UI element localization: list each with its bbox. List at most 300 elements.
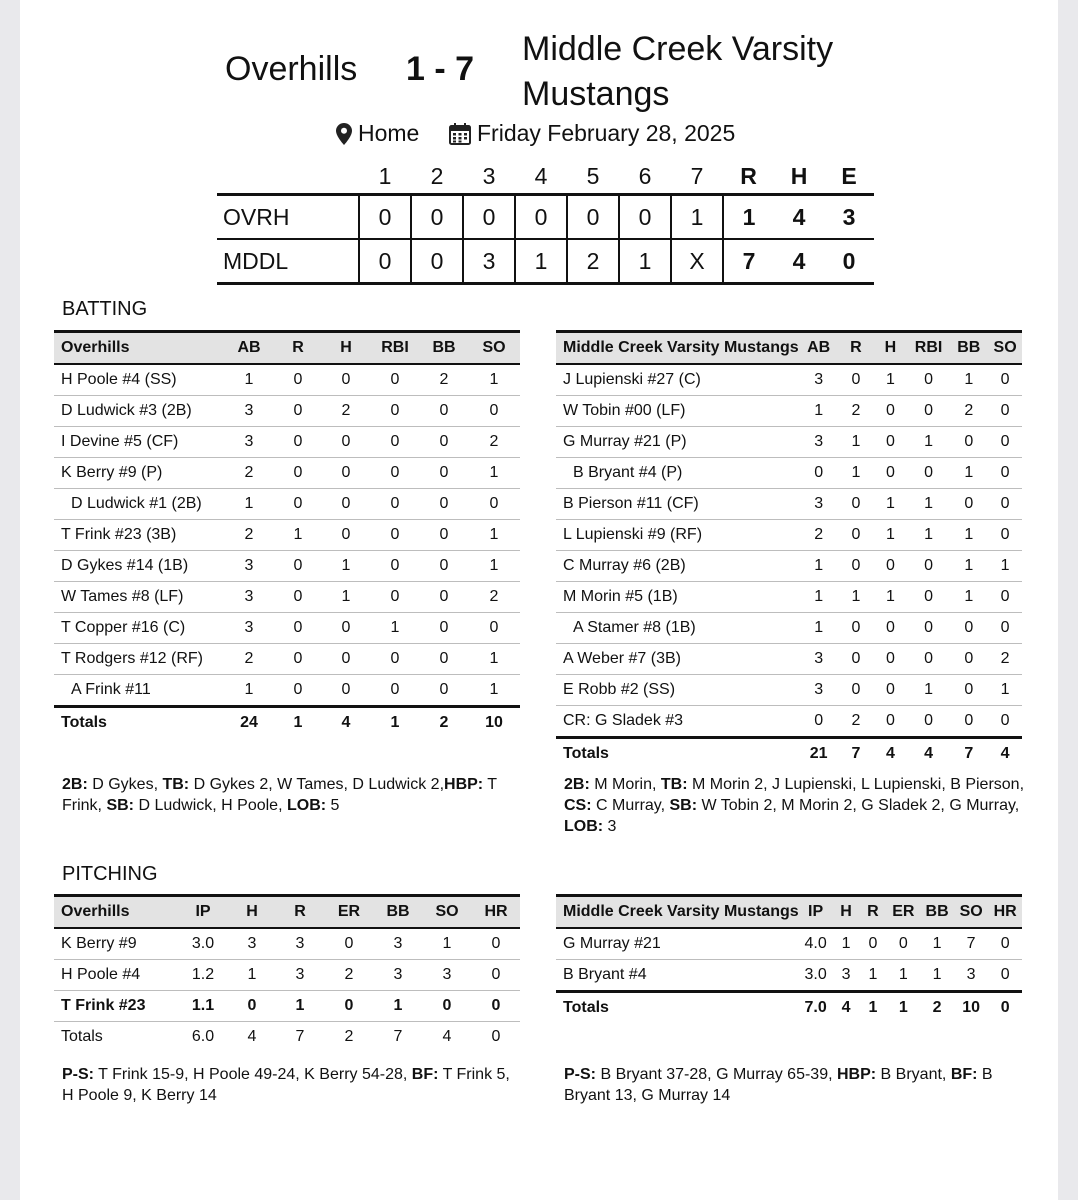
note-label: HBP: [837, 1066, 877, 1083]
stat-value: 1 [873, 489, 908, 520]
stat-value: 0 [839, 364, 874, 396]
stat-value: 0 [949, 644, 988, 675]
inning-score: X [671, 239, 723, 284]
table-row [556, 928, 1022, 960]
stat-value: 2 [324, 960, 374, 991]
stat-column-header: IP [799, 896, 833, 929]
inning-score: 0 [411, 239, 463, 284]
stat-value: 2 [468, 427, 520, 458]
stat-value: 0 [949, 675, 988, 706]
stat-value: 0 [859, 928, 886, 960]
stat-value: 1 [873, 520, 908, 551]
stat-value: 0 [370, 396, 420, 427]
stat-value: 1 [949, 520, 988, 551]
note-label: CS: [564, 797, 592, 814]
stat-column-header: ER [886, 896, 920, 929]
totals-value: 7 [393, 1028, 403, 1045]
totals-row [556, 992, 1022, 1024]
note-text: 3 [603, 818, 617, 835]
stat-value: 1 [468, 520, 520, 551]
inning-score: 2 [567, 239, 619, 284]
stat-value: 2 [839, 706, 874, 738]
totals-value: 6.0 [191, 1028, 215, 1045]
player-name: C Murray #6 (2B) [556, 551, 799, 582]
note-label: TB: [660, 776, 688, 793]
stat-value: 4.0 [799, 928, 833, 960]
stat-value: 0 [908, 396, 950, 427]
inning-score: 1 [515, 239, 567, 284]
stat-column-header: AB [799, 332, 839, 365]
stat-value: 0 [799, 458, 839, 489]
total-score: 4 [774, 195, 824, 240]
stat-value: 0 [988, 928, 1022, 960]
stat-column-header: R [274, 332, 322, 365]
table-row [556, 582, 1022, 613]
note-label: LOB: [564, 818, 604, 835]
table-row [54, 396, 520, 427]
player-name: B Pierson #11 (CF) [556, 489, 799, 520]
batting-heading: BATTING [62, 298, 148, 320]
totals-value: 24 [224, 707, 274, 739]
stat-value: 3 [224, 582, 274, 613]
stat-value: 0 [420, 520, 468, 551]
home-pitching-notes [564, 1064, 1024, 1106]
stat-value: 0 [873, 396, 908, 427]
linescore-table [217, 160, 874, 285]
note-text: B Bryant 37-28, G Murray 65-39, [596, 1066, 837, 1083]
stat-value: 0 [370, 582, 420, 613]
totals-value: 21 [799, 738, 839, 770]
stat-value: 1 [468, 644, 520, 675]
stat-value: 0 [988, 582, 1022, 613]
stat-value: 0 [839, 613, 874, 644]
totals-value: 10 [954, 992, 988, 1024]
stat-value: 0 [322, 520, 370, 551]
stat-value: 2 [224, 644, 274, 675]
inning-score: 1 [671, 195, 723, 240]
stat-column-header: SO [954, 896, 988, 929]
stat-value: 1 [468, 675, 520, 707]
totals-value: 2 [420, 707, 468, 739]
stat-value: 0 [370, 427, 420, 458]
final-score: 1 - 7 [406, 50, 475, 88]
stat-value: 1 [799, 551, 839, 582]
note-label: LOB: [286, 797, 327, 814]
stat-column-header: SO [988, 332, 1022, 365]
stat-value: 0 [988, 489, 1022, 520]
stat-value: 2 [468, 582, 520, 613]
totals-value: 1 [370, 707, 420, 739]
stat-column-header: R [276, 896, 324, 929]
player-name: I Devine #5 (CF) [54, 427, 224, 458]
stat-value: 0 [873, 675, 908, 706]
player-name: A Weber #7 (3B) [556, 644, 799, 675]
stat-value: 0 [420, 613, 468, 644]
table-row [54, 928, 520, 960]
away-batting-notes [62, 774, 512, 816]
stat-value: 1 [468, 364, 520, 396]
stat-value: 0 [908, 613, 950, 644]
player-name: G Murray #21 [556, 928, 799, 960]
player-name: A Stamer #8 (1B) [556, 613, 799, 644]
player-name: CR: G Sladek #3 [556, 706, 799, 738]
inning-score: 0 [411, 195, 463, 240]
stat-value: 1 [468, 551, 520, 582]
player-name: K Berry #9 (P) [54, 458, 224, 489]
stat-value: 1 [873, 364, 908, 396]
stat-value: 2 [839, 396, 874, 427]
stat-value: 1 [422, 928, 472, 960]
stat-value: 0 [274, 458, 322, 489]
stat-value: 0 [908, 364, 950, 396]
team-column-header: Middle Creek Varsity Mustangs [556, 896, 799, 929]
table-row [556, 520, 1022, 551]
stat-value: 1 [468, 458, 520, 489]
stat-value: 1 [886, 960, 920, 992]
stat-column-header: R [859, 896, 886, 929]
stat-value: 0 [274, 551, 322, 582]
stat-value: 1 [949, 582, 988, 613]
table-row [556, 644, 1022, 675]
home-pitching-table [556, 894, 1022, 1023]
totals-value: 0 [491, 1028, 501, 1045]
home-batting-table [556, 330, 1022, 769]
stat-value: 0 [274, 675, 322, 707]
stat-value: 1 [833, 928, 860, 960]
stat-value: 0 [988, 613, 1022, 644]
stat-value: 3.0 [799, 960, 833, 992]
player-name: B Bryant #4 [556, 960, 799, 992]
table-row [556, 960, 1022, 992]
note-text: T Frink 5, H Poole 9, K Berry 14 [62, 1066, 510, 1104]
stat-value: 0 [274, 489, 322, 520]
home-batting-notes [564, 774, 1024, 837]
inning-header: 3 [482, 163, 496, 189]
stat-value: 0 [324, 991, 374, 1022]
stat-value: 0 [420, 396, 468, 427]
note-text: C Murray, [591, 797, 670, 814]
stat-value: 1 [949, 551, 988, 582]
note-label: 2B: [62, 776, 88, 793]
stat-value: 1 [920, 928, 954, 960]
stat-value: 0 [274, 427, 322, 458]
stat-column-header: BB [420, 332, 468, 365]
totals-value: 4 [908, 738, 950, 770]
stat-value: 0 [908, 582, 950, 613]
stat-value: 0 [420, 582, 468, 613]
home-team-name: Middle Creek Varsity Mustangs [522, 30, 834, 113]
totals-header: R [740, 163, 757, 189]
note-label: 2B: [564, 776, 590, 793]
table-row [54, 644, 520, 675]
stat-value: 0 [873, 613, 908, 644]
stat-value: 3 [276, 960, 324, 991]
inning-score: 0 [463, 195, 515, 240]
stat-value: 0 [988, 458, 1022, 489]
stat-value: 1 [839, 427, 874, 458]
table-row [556, 396, 1022, 427]
game-location [336, 120, 419, 147]
totals-value: 4 [442, 1028, 452, 1045]
note-label: SB: [669, 797, 698, 814]
stat-value: 1 [908, 520, 950, 551]
stat-value: 1 [988, 551, 1022, 582]
stat-value: 0 [370, 520, 420, 551]
stat-value: 3 [224, 551, 274, 582]
stat-value: 0 [799, 706, 839, 738]
stat-value: 3 [224, 396, 274, 427]
stat-value: 0 [322, 675, 370, 707]
stat-value: 3 [374, 960, 422, 991]
stat-value: 0 [886, 928, 920, 960]
stat-value: 0 [988, 364, 1022, 396]
totals-row [54, 1022, 520, 1053]
stat-value: 1 [276, 991, 324, 1022]
stat-value: 1.2 [178, 960, 228, 991]
stat-value: 1 [799, 613, 839, 644]
totals-value: 2 [344, 1028, 354, 1045]
location-pin-icon [336, 123, 352, 145]
table-row [54, 613, 520, 644]
stat-value: 0 [908, 706, 950, 738]
player-name: W Tames #8 (LF) [54, 582, 224, 613]
stat-value: 2 [420, 364, 468, 396]
team-column-header: Overhills [54, 332, 224, 365]
stat-value: 0 [988, 706, 1022, 738]
stat-value: 0 [988, 396, 1022, 427]
player-name: H Poole #4 [54, 960, 178, 991]
stat-value: 0 [873, 706, 908, 738]
stat-column-header: BB [920, 896, 954, 929]
stat-value: 1 [274, 520, 322, 551]
player-name: D Ludwick #1 (2B) [54, 489, 224, 520]
stat-value: 0 [322, 364, 370, 396]
note-text: D Ludwick, H Poole, [134, 797, 287, 814]
totals-value: 1 [859, 992, 886, 1024]
stat-column-header: H [833, 896, 860, 929]
totals-label: Totals [61, 1028, 103, 1045]
note-text: 5 [326, 797, 340, 814]
stat-value: 1 [799, 396, 839, 427]
total-score: 0 [824, 239, 874, 284]
stat-value: 0 [472, 928, 520, 960]
stat-value: 0 [472, 991, 520, 1022]
table-row [54, 427, 520, 458]
stat-value: 0 [420, 489, 468, 520]
player-name: J Lupienski #27 (C) [556, 364, 799, 396]
stat-value: 1 [859, 960, 886, 992]
stat-value: 0 [370, 675, 420, 707]
note-text: B Bryant 13, G Murray 14 [564, 1066, 993, 1104]
calendar-icon [449, 123, 471, 145]
inning-header: 7 [690, 163, 704, 189]
total-score: 4 [774, 239, 824, 284]
totals-value: 4 [322, 707, 370, 739]
stat-value: 3 [276, 928, 324, 960]
player-name: T Rodgers #12 (RF) [54, 644, 224, 675]
table-row [556, 489, 1022, 520]
inning-score: 0 [515, 195, 567, 240]
stat-value: 0 [420, 551, 468, 582]
stat-value: 0 [468, 489, 520, 520]
linescore-row [217, 239, 874, 284]
totals-header: H [790, 163, 808, 189]
totals-label: Totals [556, 992, 799, 1024]
linescore-row [217, 195, 874, 240]
stat-value: 0 [908, 644, 950, 675]
stat-value: 2 [322, 396, 370, 427]
note-label: P-S: [62, 1066, 94, 1083]
stat-value: 1 [873, 582, 908, 613]
totals-value: 7 [295, 1028, 305, 1045]
note-label: HBP: [444, 776, 484, 793]
note-text: B Bryant, [876, 1066, 951, 1083]
inning-header: 1 [378, 163, 392, 189]
stat-value: 0 [274, 582, 322, 613]
stat-column-header: HR [988, 896, 1022, 929]
total-score: 3 [824, 195, 874, 240]
stat-value: 0 [839, 520, 874, 551]
table-row [54, 991, 520, 1022]
table-row [556, 613, 1022, 644]
table-row [54, 675, 520, 707]
stat-value: 1 [839, 458, 874, 489]
table-row [556, 427, 1022, 458]
stat-value: 1 [224, 489, 274, 520]
stat-value: 0 [949, 613, 988, 644]
team-column-header: Overhills [54, 896, 178, 929]
inning-header: 4 [534, 163, 548, 189]
stat-value: 0 [274, 644, 322, 675]
table-row [54, 364, 520, 396]
stat-value: 0 [228, 991, 276, 1022]
table-row [556, 675, 1022, 706]
stat-value: 3 [799, 364, 839, 396]
away-team-name: Overhills [225, 50, 358, 88]
note-label: BF: [411, 1066, 439, 1083]
stat-column-header: SO [468, 332, 520, 365]
player-name: E Robb #2 (SS) [556, 675, 799, 706]
totals-value: 10 [468, 707, 520, 739]
stat-value: 3 [833, 960, 860, 992]
totals-value: 0 [988, 992, 1022, 1024]
stat-value: 0 [908, 458, 950, 489]
stat-value: 0 [370, 644, 420, 675]
stat-value: 0 [370, 551, 420, 582]
linescore-team: MDDL [217, 239, 359, 284]
stat-value: 0 [988, 520, 1022, 551]
stat-value: 3 [374, 928, 422, 960]
stat-value: 3 [799, 644, 839, 675]
player-name: G Murray #21 (P) [556, 427, 799, 458]
stat-column-header: H [322, 332, 370, 365]
table-row [556, 458, 1022, 489]
stat-value: 1 [920, 960, 954, 992]
stat-value: 0 [472, 960, 520, 991]
totals-label: Totals [556, 738, 799, 770]
inning-header: 2 [430, 163, 444, 189]
stat-value: 0 [420, 644, 468, 675]
stat-value: 0 [839, 644, 874, 675]
stat-value: 0 [420, 458, 468, 489]
stat-column-header: AB [224, 332, 274, 365]
totals-value: 4 [873, 738, 908, 770]
player-name: T Frink #23 (3B) [54, 520, 224, 551]
stat-value: 0 [873, 458, 908, 489]
stat-value: 1 [799, 582, 839, 613]
stat-value: 0 [873, 644, 908, 675]
stat-value: 0 [908, 551, 950, 582]
stat-value: 3 [799, 675, 839, 706]
stat-value: 0 [468, 396, 520, 427]
note-label: SB: [106, 797, 135, 814]
stat-value: 1 [224, 364, 274, 396]
stat-column-header: HR [472, 896, 520, 929]
table-row [556, 706, 1022, 738]
stat-value: 1 [908, 489, 950, 520]
stat-column-header: R [839, 332, 874, 365]
totals-row [556, 738, 1022, 770]
inning-score: 0 [567, 195, 619, 240]
table-row [54, 489, 520, 520]
stat-value: 0 [949, 706, 988, 738]
stat-column-header: RBI [908, 332, 950, 365]
stat-value: 1 [988, 675, 1022, 706]
note-text: D Gykes, [87, 776, 163, 793]
stat-value: 0 [324, 928, 374, 960]
stat-value: 0 [274, 613, 322, 644]
stat-column-header: ER [324, 896, 374, 929]
note-text: M Morin, [589, 776, 661, 793]
stat-value: 1 [224, 675, 274, 707]
totals-value: 7 [949, 738, 988, 770]
game-date [449, 120, 735, 147]
stat-value: 0 [274, 396, 322, 427]
team-column-header: Middle Creek Varsity Mustangs [556, 332, 799, 365]
stat-value: 1 [370, 613, 420, 644]
note-label: P-S: [564, 1066, 596, 1083]
stat-value: 1 [322, 551, 370, 582]
stat-value: 0 [988, 427, 1022, 458]
stat-value: 3 [954, 960, 988, 992]
away-pitching-table [54, 894, 520, 1052]
stat-column-header: BB [374, 896, 422, 929]
player-name: L Lupienski #9 (RF) [556, 520, 799, 551]
inning-score: 0 [359, 195, 411, 240]
inning-score: 0 [619, 195, 671, 240]
player-name: T Copper #16 (C) [54, 613, 224, 644]
stat-value: 2 [949, 396, 988, 427]
totals-value: 4 [247, 1028, 257, 1045]
stat-value: 0 [322, 613, 370, 644]
note-label: TB: [162, 776, 190, 793]
table-row [54, 520, 520, 551]
total-score: 7 [723, 239, 774, 284]
totals-value: 1 [274, 707, 322, 739]
stat-value: 0 [988, 960, 1022, 992]
player-name: H Poole #4 (SS) [54, 364, 224, 396]
stat-value: 0 [322, 489, 370, 520]
stat-column-header: H [873, 332, 908, 365]
player-name: B Bryant #4 (P) [556, 458, 799, 489]
note-label: BF: [950, 1066, 978, 1083]
stat-value: 0 [370, 458, 420, 489]
note-text: D Gykes 2, W Tames, D Ludwick 2, [189, 776, 445, 793]
stat-value: 7 [954, 928, 988, 960]
stat-value: 3 [224, 427, 274, 458]
inning-header: 5 [586, 163, 600, 189]
totals-value: 1 [886, 992, 920, 1024]
